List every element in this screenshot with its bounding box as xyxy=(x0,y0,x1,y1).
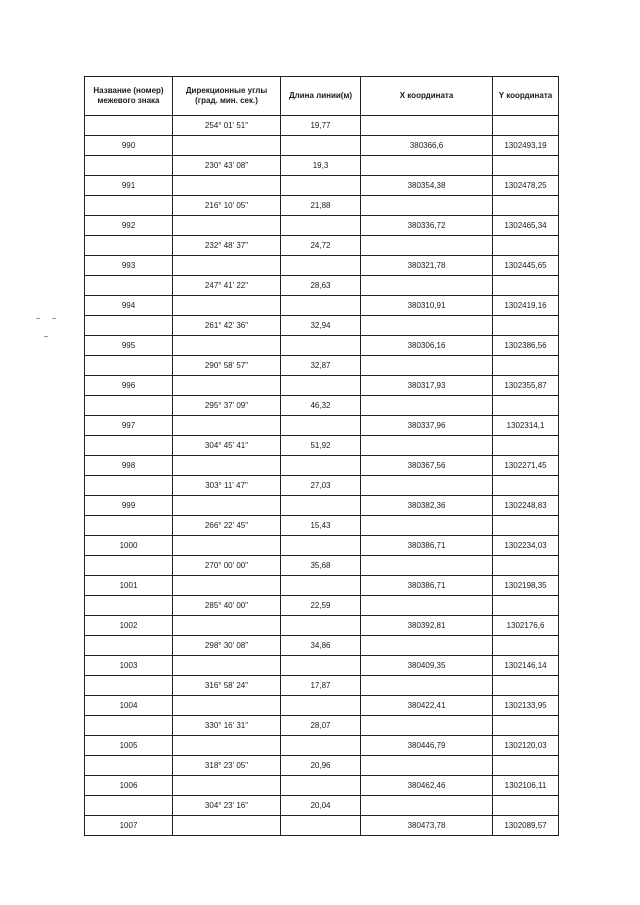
x-coordinate-cell xyxy=(361,276,493,296)
marker-name-cell xyxy=(85,276,173,296)
y-coordinate-cell xyxy=(493,796,559,816)
marker-name-cell: 1000 xyxy=(85,536,173,556)
direction-angle-cell: 316° 58' 24" xyxy=(173,676,281,696)
x-coordinate-cell: 380317,93 xyxy=(361,376,493,396)
y-coordinate-cell xyxy=(493,116,559,136)
marker-name-cell xyxy=(85,396,173,416)
x-coordinate-cell xyxy=(361,356,493,376)
line-length-cell xyxy=(281,416,361,436)
table-row xyxy=(85,596,559,616)
y-coordinate-cell: 1302465,34 xyxy=(493,216,559,236)
marker-name-cell xyxy=(85,316,173,336)
marker-name-cell: 994 xyxy=(85,296,173,316)
direction-angle-cell xyxy=(173,456,281,476)
line-length-cell xyxy=(281,136,361,156)
table-row xyxy=(85,496,559,516)
header-x-coordinate: X координата xyxy=(361,77,493,116)
table-row xyxy=(85,676,559,696)
marker-name-cell xyxy=(85,516,173,536)
x-coordinate-cell xyxy=(361,196,493,216)
line-length-cell xyxy=(281,296,361,316)
line-length-cell xyxy=(281,176,361,196)
line-length-cell: 20,04 xyxy=(281,796,361,816)
direction-angle-cell: 266° 22' 45" xyxy=(173,516,281,536)
direction-angle-cell xyxy=(173,816,281,836)
marker-name-cell: 995 xyxy=(85,336,173,356)
table-row xyxy=(85,816,559,836)
table-row xyxy=(85,296,559,316)
direction-angle-cell: 285° 40' 00" xyxy=(173,596,281,616)
marker-name-cell: 990 xyxy=(85,136,173,156)
table-row xyxy=(85,156,559,176)
table-row xyxy=(85,356,559,376)
marker-name-cell: 997 xyxy=(85,416,173,436)
direction-angle-cell: 230° 43' 08" xyxy=(173,156,281,176)
line-length-cell: 24,72 xyxy=(281,236,361,256)
marker-name-cell xyxy=(85,636,173,656)
direction-angle-cell xyxy=(173,576,281,596)
line-length-cell: 34,86 xyxy=(281,636,361,656)
table-row xyxy=(85,216,559,236)
x-coordinate-cell: 380462,46 xyxy=(361,776,493,796)
y-coordinate-cell xyxy=(493,396,559,416)
y-coordinate-cell xyxy=(493,156,559,176)
y-coordinate-cell xyxy=(493,476,559,496)
line-length-cell: 19,77 xyxy=(281,116,361,136)
direction-angle-cell xyxy=(173,216,281,236)
x-coordinate-cell xyxy=(361,716,493,736)
header-marker-name: Название (номер) межевого знака xyxy=(85,77,173,116)
x-coordinate-cell xyxy=(361,156,493,176)
table-row xyxy=(85,536,559,556)
y-coordinate-cell xyxy=(493,436,559,456)
marker-name-cell xyxy=(85,596,173,616)
line-length-cell xyxy=(281,256,361,276)
marker-name-cell xyxy=(85,476,173,496)
marker-name-cell xyxy=(85,236,173,256)
line-length-cell xyxy=(281,336,361,356)
table-header xyxy=(85,77,559,116)
table-row xyxy=(85,396,559,416)
x-coordinate-cell: 380366,6 xyxy=(361,136,493,156)
line-length-cell xyxy=(281,776,361,796)
y-coordinate-cell: 1302478,25 xyxy=(493,176,559,196)
marker-name-cell xyxy=(85,196,173,216)
table-row xyxy=(85,336,559,356)
table-row xyxy=(85,756,559,776)
line-length-cell: 22,59 xyxy=(281,596,361,616)
y-coordinate-cell xyxy=(493,756,559,776)
x-coordinate-cell xyxy=(361,236,493,256)
marker-name-cell: 1004 xyxy=(85,696,173,716)
x-coordinate-cell: 380367,56 xyxy=(361,456,493,476)
table-row xyxy=(85,416,559,436)
x-coordinate-cell: 380446,79 xyxy=(361,736,493,756)
x-coordinate-cell: 380354,38 xyxy=(361,176,493,196)
table-row xyxy=(85,716,559,736)
marker-name-cell: 996 xyxy=(85,376,173,396)
direction-angle-cell xyxy=(173,776,281,796)
x-coordinate-cell: 380392,81 xyxy=(361,616,493,636)
table-row xyxy=(85,576,559,596)
y-coordinate-cell xyxy=(493,716,559,736)
marker-name-cell xyxy=(85,756,173,776)
line-length-cell xyxy=(281,576,361,596)
y-coordinate-cell: 1302176,6 xyxy=(493,616,559,636)
y-coordinate-cell: 1302133,95 xyxy=(493,696,559,716)
direction-angle-cell xyxy=(173,256,281,276)
x-coordinate-cell: 380473,78 xyxy=(361,816,493,836)
direction-angle-cell xyxy=(173,376,281,396)
line-length-cell: 28,07 xyxy=(281,716,361,736)
x-coordinate-cell: 380337,96 xyxy=(361,416,493,436)
marker-name-cell xyxy=(85,436,173,456)
table-row xyxy=(85,636,559,656)
y-coordinate-cell xyxy=(493,636,559,656)
line-length-cell xyxy=(281,656,361,676)
y-coordinate-cell: 1302314,1 xyxy=(493,416,559,436)
direction-angle-cell xyxy=(173,696,281,716)
line-length-cell xyxy=(281,736,361,756)
x-coordinate-cell xyxy=(361,596,493,616)
direction-angle-cell xyxy=(173,336,281,356)
direction-angle-cell: 254° 01' 51" xyxy=(173,116,281,136)
line-length-cell: 32,87 xyxy=(281,356,361,376)
header-direction-angle: Дирекционные углы (град. мин. сек.) xyxy=(173,77,281,116)
direction-angle-cell xyxy=(173,736,281,756)
marker-name-cell: 1005 xyxy=(85,736,173,756)
x-coordinate-cell: 380306,16 xyxy=(361,336,493,356)
y-coordinate-cell xyxy=(493,356,559,376)
marker-name-cell: 1001 xyxy=(85,576,173,596)
scan-mark xyxy=(44,336,48,337)
x-coordinate-cell xyxy=(361,796,493,816)
y-coordinate-cell: 1302234,03 xyxy=(493,536,559,556)
table-row xyxy=(85,616,559,636)
y-coordinate-cell xyxy=(493,276,559,296)
line-length-cell: 51,92 xyxy=(281,436,361,456)
y-coordinate-cell: 1302355,87 xyxy=(493,376,559,396)
marker-name-cell xyxy=(85,676,173,696)
table-row xyxy=(85,436,559,456)
x-coordinate-cell: 380386,71 xyxy=(361,536,493,556)
x-coordinate-cell: 380321,78 xyxy=(361,256,493,276)
x-coordinate-cell: 380386,71 xyxy=(361,576,493,596)
x-coordinate-cell xyxy=(361,476,493,496)
marker-name-cell: 992 xyxy=(85,216,173,236)
table-row xyxy=(85,116,559,136)
line-length-cell xyxy=(281,696,361,716)
marker-name-cell xyxy=(85,116,173,136)
x-coordinate-cell: 380382,36 xyxy=(361,496,493,516)
y-coordinate-cell xyxy=(493,676,559,696)
y-coordinate-cell: 1302386,56 xyxy=(493,336,559,356)
y-coordinate-cell xyxy=(493,596,559,616)
direction-angle-cell xyxy=(173,496,281,516)
y-coordinate-cell xyxy=(493,516,559,536)
direction-angle-cell xyxy=(173,416,281,436)
x-coordinate-cell xyxy=(361,396,493,416)
direction-angle-cell: 247° 41' 22" xyxy=(173,276,281,296)
table-row xyxy=(85,236,559,256)
table-row xyxy=(85,516,559,536)
line-length-cell xyxy=(281,616,361,636)
direction-angle-cell: 298° 30' 08" xyxy=(173,636,281,656)
line-length-cell xyxy=(281,816,361,836)
marker-name-cell xyxy=(85,156,173,176)
x-coordinate-cell: 380336,72 xyxy=(361,216,493,236)
line-length-cell: 35,68 xyxy=(281,556,361,576)
direction-angle-cell: 295° 37' 09" xyxy=(173,396,281,416)
table-row xyxy=(85,456,559,476)
line-length-cell xyxy=(281,376,361,396)
direction-angle-cell xyxy=(173,656,281,676)
x-coordinate-cell xyxy=(361,676,493,696)
direction-angle-cell: 304° 45' 41" xyxy=(173,436,281,456)
header-y-coordinate: Y координата xyxy=(493,77,559,116)
direction-angle-cell: 261° 42' 36" xyxy=(173,316,281,336)
marker-name-cell: 998 xyxy=(85,456,173,476)
marker-name-cell: 1003 xyxy=(85,656,173,676)
y-coordinate-cell: 1302089,57 xyxy=(493,816,559,836)
x-coordinate-cell xyxy=(361,436,493,456)
y-coordinate-cell: 1302120,03 xyxy=(493,736,559,756)
line-length-cell: 46,32 xyxy=(281,396,361,416)
x-coordinate-cell xyxy=(361,316,493,336)
marker-name-cell: 1006 xyxy=(85,776,173,796)
line-length-cell: 32,94 xyxy=(281,316,361,336)
x-coordinate-cell xyxy=(361,636,493,656)
direction-angle-cell: 303° 11' 47" xyxy=(173,476,281,496)
marker-name-cell: 999 xyxy=(85,496,173,516)
marker-name-cell xyxy=(85,796,173,816)
line-length-cell xyxy=(281,456,361,476)
table-row xyxy=(85,276,559,296)
x-coordinate-cell: 380422,41 xyxy=(361,696,493,716)
marker-name-cell xyxy=(85,556,173,576)
x-coordinate-cell xyxy=(361,516,493,536)
y-coordinate-cell xyxy=(493,316,559,336)
y-coordinate-cell: 1302146,14 xyxy=(493,656,559,676)
table-row xyxy=(85,176,559,196)
table-row xyxy=(85,196,559,216)
marker-name-cell: 1002 xyxy=(85,616,173,636)
direction-angle-cell: 216° 10' 05" xyxy=(173,196,281,216)
table-row xyxy=(85,316,559,336)
x-coordinate-cell: 380409,35 xyxy=(361,656,493,676)
y-coordinate-cell: 1302493,19 xyxy=(493,136,559,156)
marker-name-cell: 991 xyxy=(85,176,173,196)
marker-name-cell: 1007 xyxy=(85,816,173,836)
scan-mark xyxy=(36,318,40,319)
header-line-length: Длина линии(м) xyxy=(281,77,361,116)
table-row xyxy=(85,376,559,396)
direction-angle-cell xyxy=(173,296,281,316)
header-row xyxy=(85,77,559,116)
line-length-cell: 20,96 xyxy=(281,756,361,776)
table-row xyxy=(85,696,559,716)
table-row xyxy=(85,776,559,796)
line-length-cell: 21,88 xyxy=(281,196,361,216)
y-coordinate-cell: 1302198,35 xyxy=(493,576,559,596)
y-coordinate-cell: 1302248,83 xyxy=(493,496,559,516)
direction-angle-cell: 270° 00' 00" xyxy=(173,556,281,576)
direction-angle-cell: 304° 23' 16" xyxy=(173,796,281,816)
y-coordinate-cell xyxy=(493,236,559,256)
direction-angle-cell xyxy=(173,536,281,556)
direction-angle-cell: 290° 58' 57" xyxy=(173,356,281,376)
direction-angle-cell xyxy=(173,136,281,156)
table-row xyxy=(85,256,559,276)
table-row xyxy=(85,476,559,496)
direction-angle-cell: 318° 23' 05" xyxy=(173,756,281,776)
scan-mark xyxy=(52,318,56,319)
marker-name-cell xyxy=(85,356,173,376)
direction-angle-cell xyxy=(173,176,281,196)
y-coordinate-cell: 1302106,11 xyxy=(493,776,559,796)
y-coordinate-cell: 1302271,45 xyxy=(493,456,559,476)
line-length-cell: 17,87 xyxy=(281,676,361,696)
x-coordinate-cell: 380310,91 xyxy=(361,296,493,316)
y-coordinate-cell: 1302419,16 xyxy=(493,296,559,316)
table-row xyxy=(85,656,559,676)
x-coordinate-cell xyxy=(361,116,493,136)
table-body xyxy=(85,116,559,836)
direction-angle-cell: 330° 16' 31" xyxy=(173,716,281,736)
line-length-cell: 28,63 xyxy=(281,276,361,296)
line-length-cell xyxy=(281,496,361,516)
line-length-cell xyxy=(281,536,361,556)
line-length-cell: 27,03 xyxy=(281,476,361,496)
boundary-coordinates-table xyxy=(84,76,559,836)
line-length-cell: 15,43 xyxy=(281,516,361,536)
direction-angle-cell: 232° 48' 37" xyxy=(173,236,281,256)
table-row xyxy=(85,796,559,816)
y-coordinate-cell: 1302445,65 xyxy=(493,256,559,276)
x-coordinate-cell xyxy=(361,756,493,776)
line-length-cell xyxy=(281,216,361,236)
marker-name-cell: 993 xyxy=(85,256,173,276)
x-coordinate-cell xyxy=(361,556,493,576)
y-coordinate-cell xyxy=(493,556,559,576)
marker-name-cell xyxy=(85,716,173,736)
y-coordinate-cell xyxy=(493,196,559,216)
line-length-cell: 19,3 xyxy=(281,156,361,176)
table-row xyxy=(85,136,559,156)
direction-angle-cell xyxy=(173,616,281,636)
table-row xyxy=(85,556,559,576)
table-row xyxy=(85,736,559,756)
